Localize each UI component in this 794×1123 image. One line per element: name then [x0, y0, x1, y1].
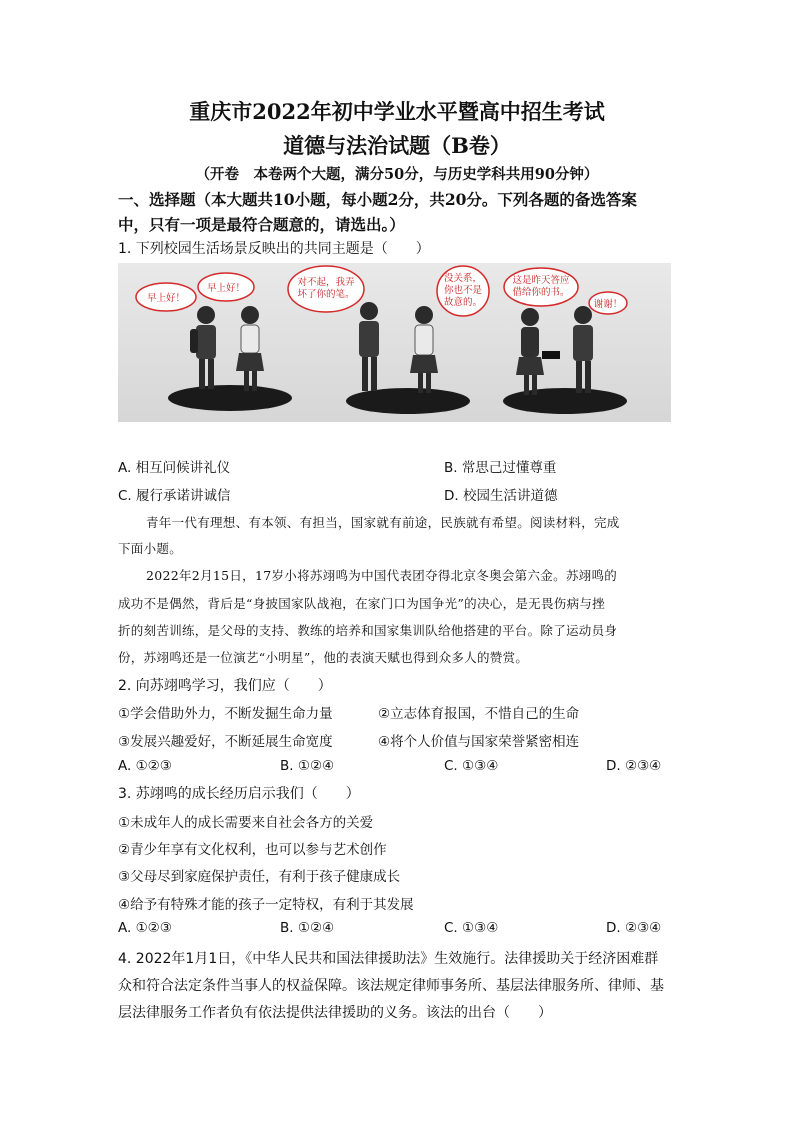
question-4-stem: 层法律服务工作者负有依法提供法律援助的义务。该法的出台（ ）	[118, 1005, 552, 1021]
option-a[interactable]: A. ①②③	[118, 920, 172, 936]
floor-shadow	[168, 385, 292, 411]
statement: ③发展兴趣爱好，不断延展生命宽度	[118, 734, 333, 750]
bubble-text: 这是昨天答应	[512, 275, 570, 286]
reading-text: 2022年2月15日，17岁小将苏翊鸣为中国代表团夺得北京冬奥会第六金。苏翊鸣的	[146, 568, 618, 583]
bubble-text: 故意的。	[443, 297, 483, 308]
bubble-text: 你也不是	[443, 285, 483, 296]
bubble-text: 早上好！	[206, 283, 246, 294]
option-a[interactable]: A. ①②③	[118, 758, 172, 774]
option-c[interactable]: C. 履行承诺讲诚信	[118, 488, 231, 504]
bubble-text: 对不起，我弄	[297, 277, 355, 288]
option-d[interactable]: D. ②③④	[606, 758, 662, 774]
option-d[interactable]: D. ②③④	[606, 920, 662, 936]
option-c[interactable]: C. ①③④	[444, 920, 499, 936]
book	[542, 351, 560, 359]
section-heading: 一、选择题（本大题共10小题，每小题2分，共20分。下列各题的备选答案	[118, 190, 637, 209]
exam-note: （开卷 本卷两个大题，满分50分，与历史学科共用90分钟）	[195, 166, 599, 183]
option-b[interactable]: B. ①②④	[280, 920, 335, 936]
exam-subtitle: 道德与法治试题（B卷）	[283, 133, 511, 158]
bubble-text: 谢谢！	[593, 299, 623, 310]
bubble-text: 没关系，	[443, 273, 483, 284]
exam-title: 重庆市2022年初中学业水平暨高中招生考试	[189, 99, 605, 124]
section-heading-cont: 中，只有一项是最符合题意的，请选出。）	[118, 215, 405, 234]
option-b[interactable]: B. ①②④	[280, 758, 335, 774]
option-d[interactable]: D. 校园生活讲道德	[444, 488, 558, 504]
statement: ④将个人价值与国家荣誉紧密相连	[378, 734, 580, 750]
statement: ②立志体育报国，不惜自己的生命	[378, 706, 580, 722]
option-c[interactable]: C. ①③④	[444, 758, 499, 774]
option-a[interactable]: A. 相互问候讲礼仪	[118, 460, 231, 476]
reading-text: 青年一代有理想、有本领、有担当，国家就有前途，民族就有希望。阅读材料，完成	[146, 515, 620, 530]
question-4-stem: 4. 2022年1月1日，《中华人民共和国法律援助法》生效施行。法律援助关于经济困难群	[118, 951, 659, 967]
campus-scenes-figure	[118, 263, 671, 422]
bubble-text: 早上好！	[146, 293, 186, 304]
option-b[interactable]: B. 常思己过懂尊重	[444, 460, 557, 476]
question-2-stem: 2. 向苏翊鸣学习，我们应（ ）	[118, 678, 332, 694]
floor-shadow	[503, 388, 627, 414]
reading-text: 成功不是偶然，背后是“身披国家队战袍，在家门口为国争光”的决心，是无畏伤病与挫	[118, 596, 605, 611]
exam-page: 重庆市2022年初中学业水平暨高中招生考试 道德与法治试题（B卷） （开卷 本卷两个大题，满分50分，与历史学科共用90分钟） 一、选择题（本大题共10小题，每小题2分，共20分。下列各题的备选答案 中，只有一项是最符合题意的，请选出。） 1. 下列校园生活场景反映出的共同主题是（ ） 早上好！ 早上好！ 对不起，我弄 坏了你的笔。 没关系， 你也不是 故意的。 这是昨天答应 借给你的书。 谢谢！ A. 相互问候讲礼仪 B. 常思己过懂尊重 C. 履行承诺讲诚信 D. 校园生活讲道德 青年一代有理想、有本领、有担当，国家就有前途，民族就有希望。阅读材料，完成 下面小题。 2022年2月15日，17岁小将苏翊鸣为中国代表团夺得北京冬奥会第六金。苏翊鸣的 成功不是偶然，背后是“身披国家队战袍，在家门口为国争光”的决心，是无畏伤病与挫 折的刻苦训练，是父母的支持、教练的培养和国家集训队给他搭建的平台。除了运动员身 份，苏翊鸣还是一位演艺“小明星”，他的表演天赋也得到众多人的赞赏。 2. 向苏翊鸣学习，我们应（ ） ①学会借助外力，不断发掘生命力量 ②立志体育报国，不惜自己的生命 ③发展兴趣爱好，不断延展生命宽度 ④将个人价值与国家荣誉紧密相连 A. ①②③ B. ①②④ C. ①③④ D. ②③④ 3. 苏翊鸣的成长经历启示我们（ ） ①未成年人的成长需要来自社会各方的关爱 ②青少年享有文化权利，也可以参与艺术创作 ③父母尽到家庭保护责任，有利于孩子健康成长 ④给予有特殊才能的孩子一定特权，有利于其发展 A. ①②③ B. ①②④ C. ①③④ D. ②③④ 4. 2022年1月1日，《中华人民共和国法律援助法》生效施行。法律援助关于经济困难群 众和符合法定条件当事人的权益保障。该法规定律师事务所、基层法律服务所、律师、基 层法律服务工作者负有依法提供法律援助的义务。该法的出台（ ）	[0, 0, 794, 1123]
reading-text: 份，苏翊鸣还是一位演艺“小明星”，他的表演天赋也得到众多人的赞赏。	[118, 650, 529, 665]
floor-shadow	[346, 388, 470, 414]
question-4-stem: 众和符合法定条件当事人的权益保障。该法规定律师事务所、基层法律服务所、律师、基	[118, 978, 664, 994]
statement: ①学会借助外力，不断发掘生命力量	[118, 706, 333, 722]
reading-text: 折的刻苦训练，是父母的支持、教练的培养和国家集训队给他搭建的平台。除了运动员身	[118, 623, 618, 638]
question-1-stem: 1. 下列校园生活场景反映出的共同主题是（ ）	[118, 241, 430, 257]
bubble-text: 坏了你的笔。	[297, 289, 355, 300]
question-3-stem: 3. 苏翊鸣的成长经历启示我们（ ）	[118, 786, 360, 802]
bubble-text: 借给你的书。	[512, 287, 570, 298]
reading-text: 下面小题。	[118, 541, 183, 556]
